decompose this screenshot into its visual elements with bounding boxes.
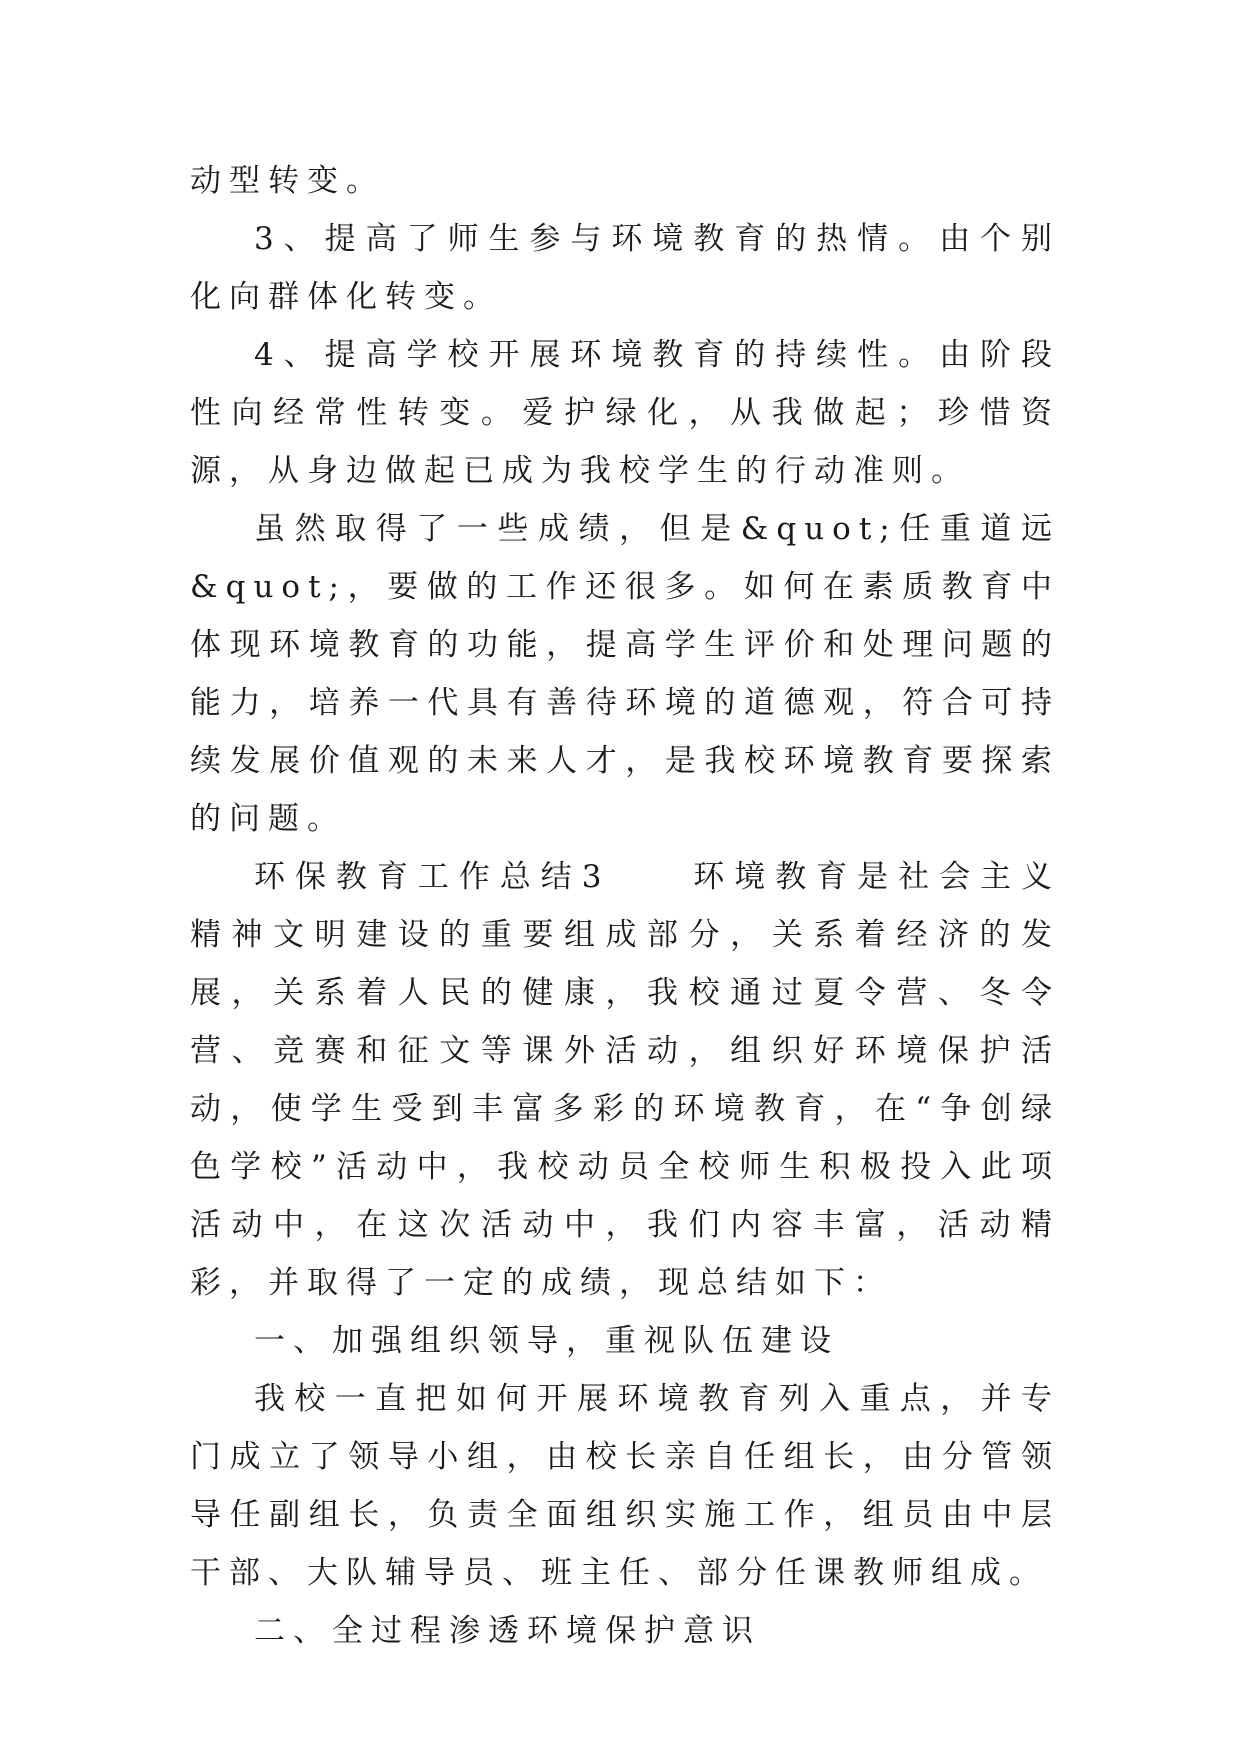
paragraph-point-4: 4、提高学校开展环境教育的持续性。由阶段性向经常性转变。爱护绿化，从我做起；珍惜资源，从身边做起已成为我校学生的行动准则。 xyxy=(190,337,1060,489)
paragraph-point-3: 3、提高了师生参与环境教育的热情。由个别化向群体化转变。 xyxy=(190,221,1060,315)
paragraph-leadership: 我校一直把如何开展环境教育列入重点，并专门成立了领导小组，由校长亲自任组长，由分管领导任副组长，负责全面组织实施工作，组员由中层干部、大队辅导员、班主任、部分任课教师组成。 xyxy=(190,1381,1060,1591)
section-heading-2: 二、全过程渗透环境保护意识 xyxy=(254,1613,761,1649)
paragraph-continuation: 动型转变。 xyxy=(190,163,385,199)
document-body xyxy=(190,152,1060,1660)
paragraph-summary-3-intro: 环保教育工作总结3 环境教育是社会主义精神文明建设的重要组成部分，关系着经济的发展，关系着人民的健康，我校通过夏令营、冬令营、竞赛和征文等课外活动，组织好环境保护活动，使学生受到丰富多彩的环境教育，在“争创绿色学校”活动中，我校动员全校师生积极投入此项活动中，在这次活动中，我们内容丰富，活动精彩，并取得了一定的成绩，现总结如下： xyxy=(190,859,1060,1301)
paragraph-conclusion: 虽然取得了一些成绩，但是&quot;任重道远&quot;，要做的工作还很多。如何在素质教育中体现环境教育的功能，提高学生评价和处理问题的能力，培养一代具有善待环境的道德观，符合可持续发展价值观的未来人才，是我校环境教育要探索的问题。 xyxy=(190,511,1060,837)
section-heading-1: 一、加强组织领导，重视队伍建设 xyxy=(254,1323,839,1359)
